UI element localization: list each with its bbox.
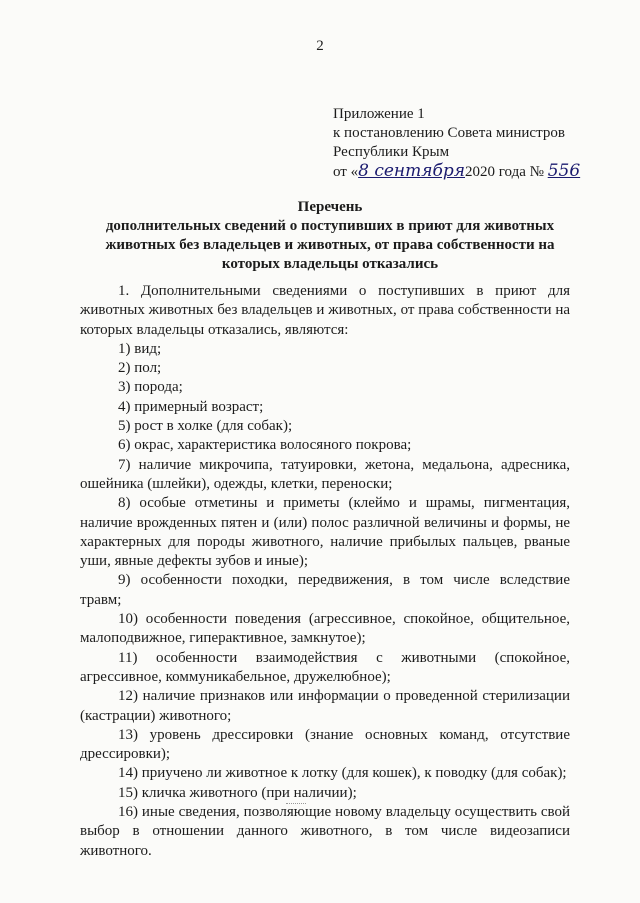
appendix-date-line [333, 162, 580, 182]
list-item: 3) порода; [118, 379, 183, 396]
document-body [80, 282, 570, 861]
intro-paragraph: 1. Дополнительными сведениями о поступивших в приют для животных животных без владельцев и животных, от права собственности на которых владельцы отказались, являются: [80, 283, 570, 338]
list-item: 5) рост в холке (для собак); [118, 418, 293, 435]
list-item: 4) примерный возраст; [118, 398, 264, 415]
title-line-1: Перечень [297, 199, 363, 215]
handwritten-date: 8 сентября [358, 161, 465, 181]
date-suffix: 2020 года № [465, 164, 544, 180]
list-item: 11) особенности взаимодействия с животными (спокойное, агрессивное, коммуникабельное, дружелюбное); [80, 649, 570, 685]
list-item: 2) пол; [118, 360, 162, 377]
title-line-3: животных без владельцев и животных, от права собственности на [105, 237, 555, 253]
scan-artifact [286, 803, 306, 807]
list-item: 15) кличка животного (при наличии); [118, 784, 357, 801]
list-item: 16) иные сведения, позволяющие новому владельцу осуществить свой выбор в отношении данного животного, в том числе видеозаписи животного. [80, 804, 570, 859]
appendix-line-1: Приложение 1 [333, 106, 425, 122]
list-item: 10) особенности поведения (агрессивное, спокойное, общительное, малоподвижное, гиперактивное, замкнутое); [80, 611, 570, 647]
list-item: 14) приучено ли животное к лотку (для кошек), к поводку (для собак); [118, 765, 567, 782]
title-line-2: дополнительных сведений о поступивших в приют для животных [105, 218, 555, 234]
handwritten-number: 556 [547, 161, 581, 181]
page-number: 2 [316, 38, 324, 54]
list-item: 9) особенности походки, передвижения, в том числе вследствие травм; [80, 572, 570, 608]
list-item: 1) вид; [118, 340, 162, 357]
list-item: 7) наличие микрочипа, татуировки, жетона, медальона, адресника, ошейника (шлейки), одежды, клетки, переноски; [80, 456, 570, 492]
document-title [70, 198, 590, 274]
appendix-line-2: к постановлению Совета министров [333, 125, 565, 141]
appendix-block [333, 105, 580, 182]
title-line-4: которых владельцы отказались [221, 256, 439, 272]
date-prefix: от « [333, 164, 359, 180]
list-item: 8) особые отметины и приметы (клеймо и шрамы, пигментация, наличие врожденных пятен и (или) полос различной величины и формы, не характерных для породы животного, наличие прибылых пальцев, рваные уши, явные дефекты зубов и иные); [80, 495, 570, 570]
list-item: 13) уровень дрессировки (знание основных команд, отсутствие дрессировки); [80, 726, 570, 763]
appendix-line-3: Республики Крым [333, 144, 450, 160]
list-item: 6) окрас, характеристика волосяного покрова; [118, 437, 412, 454]
list-item: 12) наличие признаков или информации о проведенной стерилизации (кастрации) животного; [80, 688, 570, 724]
